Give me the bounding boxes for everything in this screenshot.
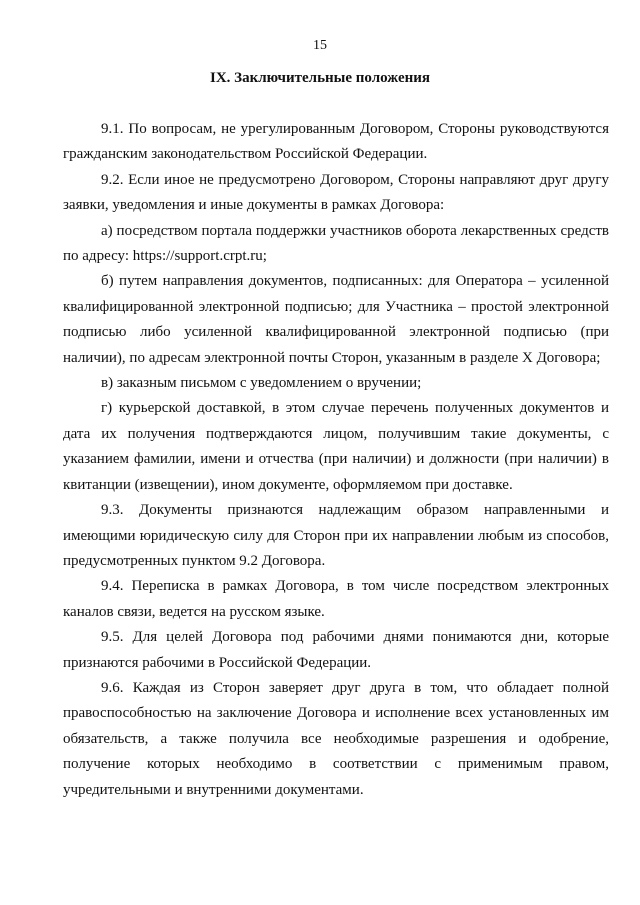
paragraph-9-2: 9.2. Если иное не предусмотрено Договором, Стороны направляют друг другу заявки, уведомления и иные документы в рамках Договора: [63, 171, 609, 214]
paragraph-9-3: 9.3. Документы признаются надлежащим образом направленными и имеющими юридическую силу для Сторон при их направлении любым из способов, предусмотренных пунктом 9.2 Договора. [63, 502, 609, 569]
document-body [63, 117, 609, 803]
paragraph-9-5: 9.5. Для целей Договора под рабочими днями понимаются дни, которые признаются рабочими в Российской Федерации. [63, 629, 609, 671]
section-title: IX. Заключительные положения [210, 70, 430, 86]
paragraph-9-2-a: а) посредством портала поддержки участников оборота лекарственных средств по адресу: https://support.crpt.ru; [63, 222, 609, 265]
paragraph-9-2-b: б) путем направления документов, подписанных: для Оператора – усиленной квалифицированной электронной подписью; для Участника – простой электронной подписью либо усиленной квалифицированной электронной подписью (при наличии), по адресам электронной почты Сторон, указанным в разделе X Договора; [63, 273, 609, 366]
page-number: 15 [313, 38, 327, 53]
paragraph-9-4: 9.4. Переписка в рамках Договора, в том числе посредством электронных каналов связи, ведется на русском языке. [63, 578, 609, 620]
paragraph-9-2-v: в) заказным письмом с уведомлением о вручении; [101, 375, 422, 392]
paragraph-9-1: 9.1. По вопросам, не урегулированным Договором, Стороны руководствуются гражданским законодательством Российской Федерации. [63, 121, 609, 163]
paragraph-9-6: 9.6. Каждая из Сторон заверяет друг друга в том, что обладает полной правоспособностью на заключение Договора и исполнение всех установленных им обязательств, а также получила все необходимые разрешения и одобрение, получение которых необходимо в соответствии с применимым правом, учредительными и внутренними документами. [63, 679, 609, 798]
paragraph-9-2-g: г) курьерской доставкой, в этом случае перечень полученных документов и дата их получения подтверждаются лицом, получившим такие документы, с указанием фамилии, имени и отчества (при наличии) и должности (при наличии) в квитанции (извещении), ином документе, оформляемом при доставке. [63, 400, 609, 493]
